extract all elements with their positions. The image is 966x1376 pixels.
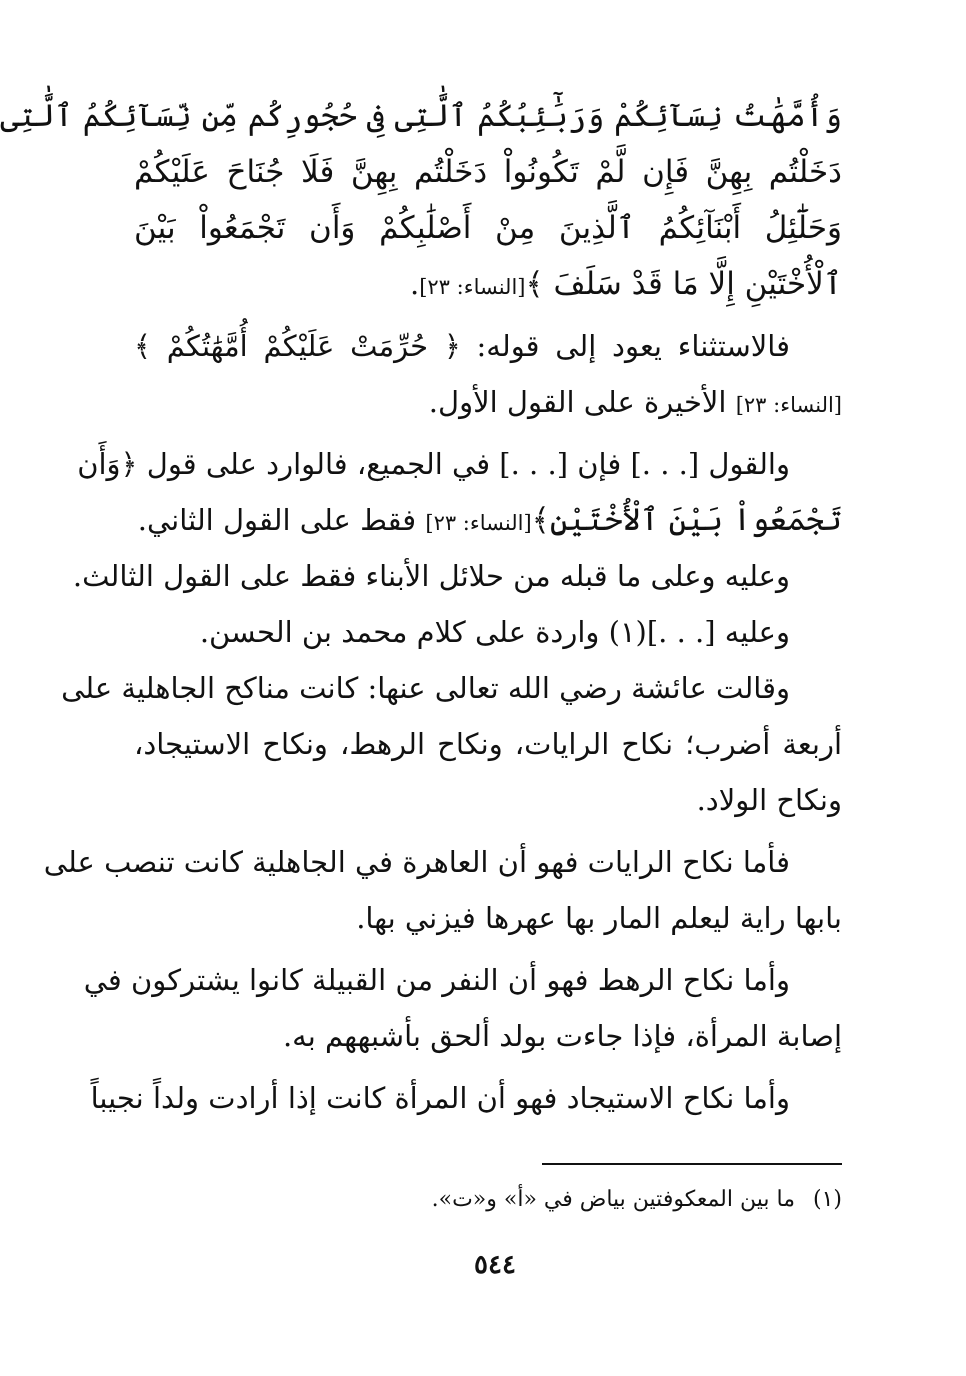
text-line: وقالت عائشة رضي الله تعالى عنها: كانت مناكح الجاهلية على: [61, 671, 790, 705]
verse-reference: [النساء: ٢٣]: [735, 393, 842, 417]
verse-text: ٱلْأُخْتَيْنِ إِلَّا مَا قَدْ سَلَفَ ﴾: [525, 266, 842, 302]
paragraph: [72, 548, 842, 604]
text-line: وعليه وعلى ما قبله من حلائل الأبناء فقط على القول الثالث.: [72, 559, 790, 593]
paragraph: [134, 318, 842, 430]
text-line: إصابة المرأة، فإذا جاءت بولد ألحق بأشبههم به.: [282, 1019, 842, 1053]
line-text: الأخيرة على القول الأول.: [428, 385, 736, 419]
footnote: [432, 1184, 842, 1216]
text-line: فأما نكاح الرايات فهو أن العاهرة في الجاهلية كانت تنصب على: [43, 845, 790, 879]
paragraph: [43, 834, 842, 946]
text-line: أربعة أضرب؛ نكاح الرايات، ونكاح الرهط، ونكاح الاستيجاد،: [134, 727, 842, 761]
text-line: دَخَلْتُم بِهِنَّ فَإِن لَّمْ تَكُونُواْ دَخَلْتُم بِهِنَّ فَلَا جُنَاحَ عَلَيْكُمْ: [134, 154, 842, 190]
footnote-number: (١): [812, 1187, 842, 1212]
text-line: وعليه [. . .](١) واردة على كلام محمد بن الحسن.: [199, 615, 790, 649]
footnote-text: ما بين المعكوفتين بياض في «أ» و«ت».: [431, 1187, 795, 1212]
verse-text: تَجْمَعُواْ بَيْنَ ٱلْأُخْتَيْنِ﴾: [531, 502, 842, 538]
text-line: بابها راية ليعلم المار بها عهرها فيزني بها.: [356, 901, 842, 935]
text-line: [134, 492, 842, 548]
text-line: ونكاح الولاد.: [696, 783, 842, 817]
text-line: وَأُمَّهَٰتُ نِسَآئِكُمْ وَرَبَٰٓئِبُكُمُ ٱلَّٰتِى فِى حُجُورِكُم مِّن نِّسَآئِكُمُ ٱلَّٰتِى: [0, 98, 842, 134]
paragraph: [61, 660, 842, 828]
paragraph: [77, 436, 842, 548]
text-line: وَحَلَٰٓئِلُ أَبْنَآئِكُمُ ٱلَّذِينَ مِنْ أَصْلَٰبِكُمْ وَأَن تَجْمَعُواْ بَيْنَ: [134, 210, 842, 246]
text-line: والقول [. . .] فإن [. . .] في الجميع، فالوارد على قول ﴿وَأَن: [77, 447, 790, 481]
paragraph: [83, 952, 842, 1064]
page-body: [0, 88, 842, 1126]
paragraph: [134, 604, 842, 660]
quran-verse-paragraph: [0, 88, 842, 312]
text-line: ٱلْأُخْتَيْنِ إِلَّا مَا قَدْ سَلَفَ ﴾[النساء: ٢٣].: [409, 266, 842, 302]
footnote-divider: [542, 1163, 842, 1165]
text-line: وأما نكاح الرهط فهو أن النفر من القبيلة كانوا يشتركون في: [83, 963, 790, 997]
text-line: فالاستثناء يعود إلى قوله: ﴿ حُرِّمَتْ عَلَيْكُمْ أُمَّهَٰتُكُمْ ﴾: [134, 329, 790, 363]
verse-reference: [النساء: ٢٣]: [419, 275, 526, 299]
text-line: [134, 374, 842, 430]
text-line: وأما نكاح الاستيجاد فهو أن المرأة كانت إذا أرادت ولداً نجيباً: [90, 1081, 790, 1115]
paragraph: [90, 1070, 842, 1126]
line-text: فقط على القول الثاني.: [137, 503, 426, 537]
page-number: ٥٤٤: [474, 1250, 516, 1280]
verse-reference: [النساء: ٢٣]: [425, 511, 532, 535]
